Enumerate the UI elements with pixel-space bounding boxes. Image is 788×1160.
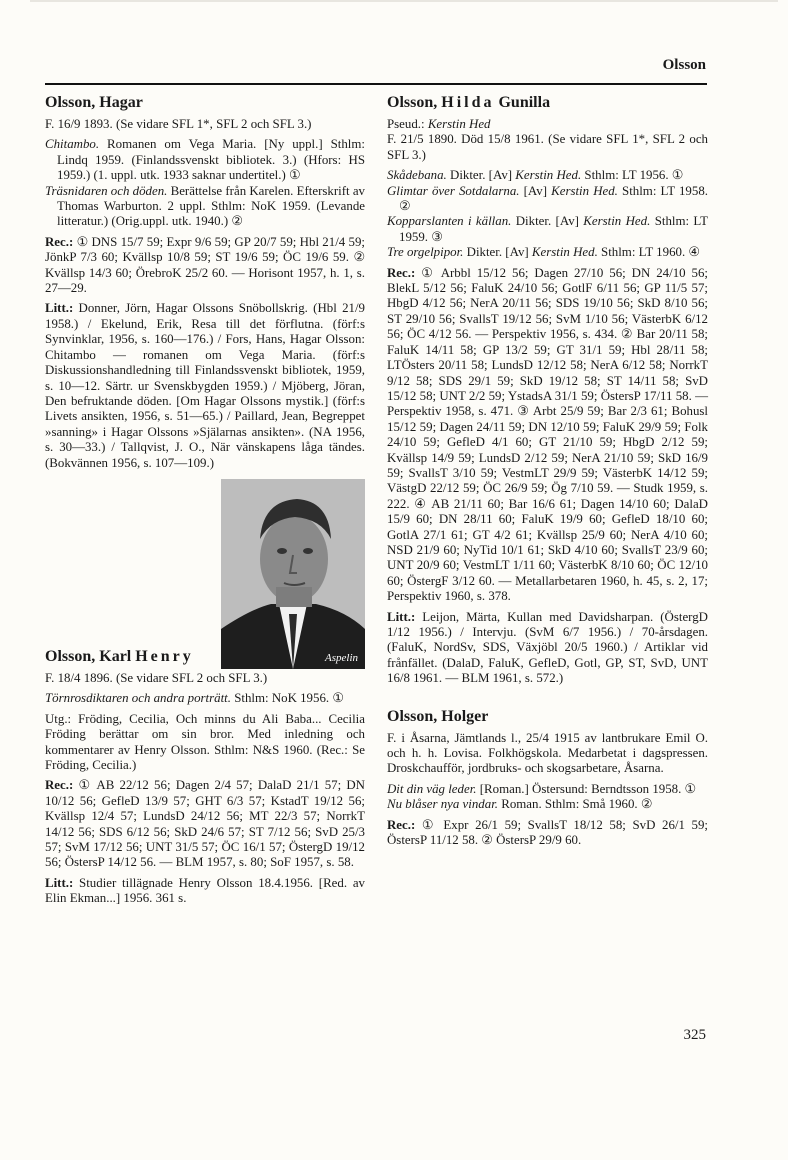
entry-bio: F. 16/9 1893. (Se vidare SFL 1*, SFL 2 och SFL 3.) (45, 117, 312, 131)
name-part: Gunilla (494, 94, 551, 111)
reviews-text: ① Expr 26/1 59; SvallsT 18/12 58; SvD 26/1 59; ÖstersP 11/12 58. ② ÖstersP 29/9 60. (387, 817, 708, 848)
work-details: [Roman.] Östersund: Berndtsson 1958. ① (476, 781, 697, 796)
work-details: Sthlm: LT 1956. ① (581, 168, 684, 183)
running-title: Olsson (662, 57, 706, 73)
work-item (45, 137, 365, 183)
page-number: 325 (683, 1027, 706, 1043)
work-author: Kerstin Hed. (531, 245, 598, 260)
entry-heading: Olsson, Hagar (45, 94, 143, 111)
work-title: Träsnidaren och döden. (45, 183, 168, 198)
work-item (387, 245, 708, 260)
literature-text: Leijon, Märta, Kullan med Davidsharpan. (ÖstergD 1/12 1956.) / Intervju. (SvM 6/7 1956.) / 70-årsdagen. (FaluK, NordSv, SDS, Växjöbl 20/5 1960.) / Artiklar vid frånfället. (DalaD, FaluK, GefleD, Gotl, GP, ST, SvD, UNT 16/8 1961. — BLM 1961, s. 572.) (387, 609, 708, 686)
reviews-paragraph (387, 266, 708, 605)
reviews-label: Rec.: (387, 265, 416, 280)
entry-bio: F. 21/5 1890. Död 15/8 1961. (Se vidare SFL 1*, SFL 2 och SFL 3.) (387, 132, 708, 162)
work-details: Dikter. [Av] (511, 214, 584, 229)
literature-paragraph (387, 610, 708, 687)
work-details: Berättelse från Karelen. Efterskrift av Thomas Warburton. 2 uppl. Sthlm: NoK 1959. (Levande litteratur.) (Orig.uppl. utk. 1940.) ② (57, 183, 365, 229)
work-details: Sthlm: LT 1958. ② (399, 183, 708, 214)
work-details: Dikter. [Av] (463, 245, 532, 260)
name-forename-spaced: Hilda (441, 94, 495, 111)
work-author: Kerstin Hed. (515, 168, 582, 183)
work-details: Sthlm: NoK 1956. ① (230, 691, 344, 706)
work-item (387, 184, 708, 215)
work-details: Dikter. [Av] (446, 168, 516, 183)
literature-text: Donner, Jörn, Hagar Olssons Snöbollskrig. (Hbl 21/9 1958.) / Ekelund, Erik, Resa till det förflutna. (förf:s Synvinklar, 1956, s. 160—176.) / Fors, Hans, Hagar Olsson: Chitambo — romanen om Vega Maria. (förf:s Diskussionshandledning till Finlandssvenskt bibliotek, 1959, s. 10—12. Särtr. ur Svenskbygden 1959.) / Mjöberg, Jöran, Den befruktande döden. [Om Hagar Olssons mystik.] (förf:s Livets ansikten, 1956, s. 51—65.) / Paillard, Jean, Begreppet »sanning» i Hagar Olssons »Själarnas ansikten». (NA 1956, s. 30—33.) / Tallqvist, J. O., När vänskapens låga tändes. (Bokvännen 1956, s. 107—109.) (45, 301, 365, 470)
work-details: Sthlm: LT 1959. ③ (399, 214, 708, 244)
work-item (45, 691, 365, 706)
work-item (387, 782, 708, 797)
work-item (45, 184, 365, 230)
reviews-text: ① AB 22/12 56; Dagen 2/4 57; DalaD 21/1 57; DN 10/12 56; GefleD 13/9 57; GHT 6/3 57; KstadT 19/12 56; Kvällsp 12/4 57; LundsD 24/12 56; MT 22/3 57; NorrkT 14/12 56; SDS 6/12 56; SkD 24/6 57; ST 7/12 56; SvD 25/3 57; SvM 17/12 56; UNT 31/5 57; ÖC 16/1 57; ÖstergD 19/12 56; ÖstersP 14/12 56. — BLM 1957, s. 80; SoF 1957, s. 58. (45, 778, 365, 870)
pseudonym-value: Kerstin Hed (427, 117, 491, 131)
work-author: Kerstin Hed. (583, 214, 651, 229)
pseudonym-label: Pseud.: (387, 117, 428, 131)
entry-holger-olsson (387, 707, 708, 849)
reviews-label: Rec.: (45, 778, 74, 793)
work-title: Chitambo. (45, 137, 100, 152)
photo-signature: Aspelin (325, 651, 358, 664)
portrait-row (45, 479, 365, 671)
entry-heading: Olsson, Holger (387, 707, 489, 725)
edited-works-paragraph: Utg.: Fröding, Cecilia, Och minns du Ali Baba... Cecilia Fröding berättar om sin bror. Med inledning och kommentarer av Henry Olsson. Sthlm: N&S 1960. (Rec.: Se Fröding, Cecilia.) (45, 711, 365, 772)
work-title: Dit din väg leder. (387, 781, 477, 796)
reviews-paragraph (45, 778, 365, 870)
work-title: Nu blåser nya vindar. (387, 797, 498, 812)
name-part: Olsson, Karl (45, 647, 136, 665)
reviews-paragraph (45, 235, 365, 297)
reviews-text: ① DNS 15/7 59; Expr 9/6 59; GP 20/7 59; Hbl 21/4 59; JönkP 7/3 60; Kvällsp 10/8 59; ST 19/6 59; ÖC 19/6 59. ② Kvällsp 14/3 60; ÖrebroK 25/2 60. — Horisont 1957, h. 1, s. 27—29. (45, 234, 365, 296)
entry-heading (45, 647, 194, 667)
work-title: Kopparslanten i källan. (387, 214, 512, 229)
portrait-image (221, 479, 365, 669)
work-details: Roman. Sthlm: Små 1960. ② (498, 797, 653, 812)
name-forename-spaced: Henry (135, 647, 194, 665)
pseudonym-line (387, 117, 708, 132)
reviews-label: Rec.: (387, 817, 416, 832)
right-column (387, 93, 708, 848)
work-title: Skådebana. (387, 168, 447, 183)
work-author: Kerstin Hed. (551, 183, 618, 198)
entry-heading (387, 93, 708, 113)
work-title: Tre orgelpipor. (387, 245, 464, 260)
entry-hagar-olsson (45, 93, 365, 471)
entry-bio: F. i Åsarna, Jämtlands l., 25/4 1915 av lantbrukare Emil O. och h. h. Lovisa. Folkhögskola. Medarbetat i dagspressen. Droskchaufför, jordbruks- och skogsarbetare, Åsarna. (387, 730, 708, 776)
work-details: Romanen om Vega Maria. [Ny uppl.] Sthlm: Lindq 1959. (Finlandssvenskt bibliotek. 3.) (Hfors: HS 1959.) (1. uppl. utk. 1933 saknar undertitel.) ① (57, 137, 365, 183)
work-item (387, 797, 708, 812)
portrait-photo (221, 479, 365, 669)
entry-bio: F. 18/4 1896. (Se vidare SFL 2 och SFL 3.) (45, 670, 268, 685)
entry-henry-olsson (45, 479, 365, 907)
work-title: Glimtar över Sotdalarna. (387, 183, 520, 198)
reviews-text: ① Arbbl 15/12 56; Dagen 27/10 56; DN 24/10 56; BlekL 5/12 56; FaluK 24/10 56; GotlF 6/11 56; GP 11/5 57; HbgD 4/12 56; NerA 20/11 56; SDS 19/10 56; SkD 8/10 56; ST 29/10 56; SvallsT 19/12 56; SvM 1/10 56; VästerbK 6/12 56; ÖC 4/12 56. — Perspektiv 1956, s. 434. ② Bar 20/11 58; FaluK 14/11 58; GP 13/2 59; GT 31/1 59; Hbl 28/11 58; LTÖsters 20/11 58; LundsD 12/12 58; NerA 6/12 58; NorrkT 9/12 58; SDS 29/1 59; SkD 19/12 58; ST 14/11 58; SvD 15/12 58; UNT 2/2 59; YstadsA 31/1 59; ÖstersP 17/11 58. — Perspektiv 1958, s. 471. ③ Arbt 25/9 59; Bar 2/3 61; Bohusl 15/12 59; Dagen 24/11 59; DN 12/10 59; FaluK 29/9 59; Folk 24/10 59; GefleD 4/1 60; GT 21/10 59; HbgD 2/12 59; Kvällsp 14/9 59; LundsD 2/12 59; NerA 21/10 59; SkD 16/9 59; SvallsT 3/10 59; VestmLT 29/9 59; VästerbK 14/12 59; VästgD 22/12 59; ÖC 26/9 59; Ög 7/10 59. — Studk 1959, s. 222. ④ AB 21/11 60; Bar 16/6 61; Dagen 14/10 60; DalaD 15/9 60; DN 28/11 60; FaluK 19/9 60; GefleD 18/10 60; GotlA 27/1 61; GT 4/2 61; Kvällsp 25/9 60; NerA 4/10 60; NSD 21/9 60; NyTid 10/1 61; SkD 4/10 60; SvallsT 23/9 60; UNT 20/9 60; VestmLT 1/11 60; VästerbK 8/10 60; ÖC 12/10 60; ÖstergF 3/12 60. — Metallarbetaren 1960, h. 45, s. 2, 17; Perspektiv 1960, s. 378. (387, 265, 708, 604)
page-top-edge (30, 0, 778, 2)
literature-label: Litt.: (387, 609, 416, 624)
reviews-paragraph (387, 818, 708, 849)
literature-label: Litt.: (45, 301, 74, 316)
header-rule (45, 83, 707, 85)
literature-text: Studier tillägnade Henry Olsson 18.4.1956. [Red. av Elin Ekman...] 1956. 361 s. (45, 875, 365, 906)
literature-paragraph (45, 876, 365, 907)
work-title: Törnrosdiktaren och andra porträtt. (45, 691, 231, 706)
work-details: [Av] (519, 183, 552, 198)
work-item (387, 168, 708, 183)
entry-hilda-olsson (387, 93, 708, 687)
literature-paragraph (45, 301, 365, 470)
work-details: Sthlm: LT 1960. ④ (597, 245, 700, 260)
work-item (387, 214, 708, 245)
literature-label: Litt.: (45, 875, 74, 890)
left-column (45, 93, 365, 907)
name-part: Olsson, (387, 94, 442, 111)
reviews-label: Rec.: (45, 234, 74, 249)
